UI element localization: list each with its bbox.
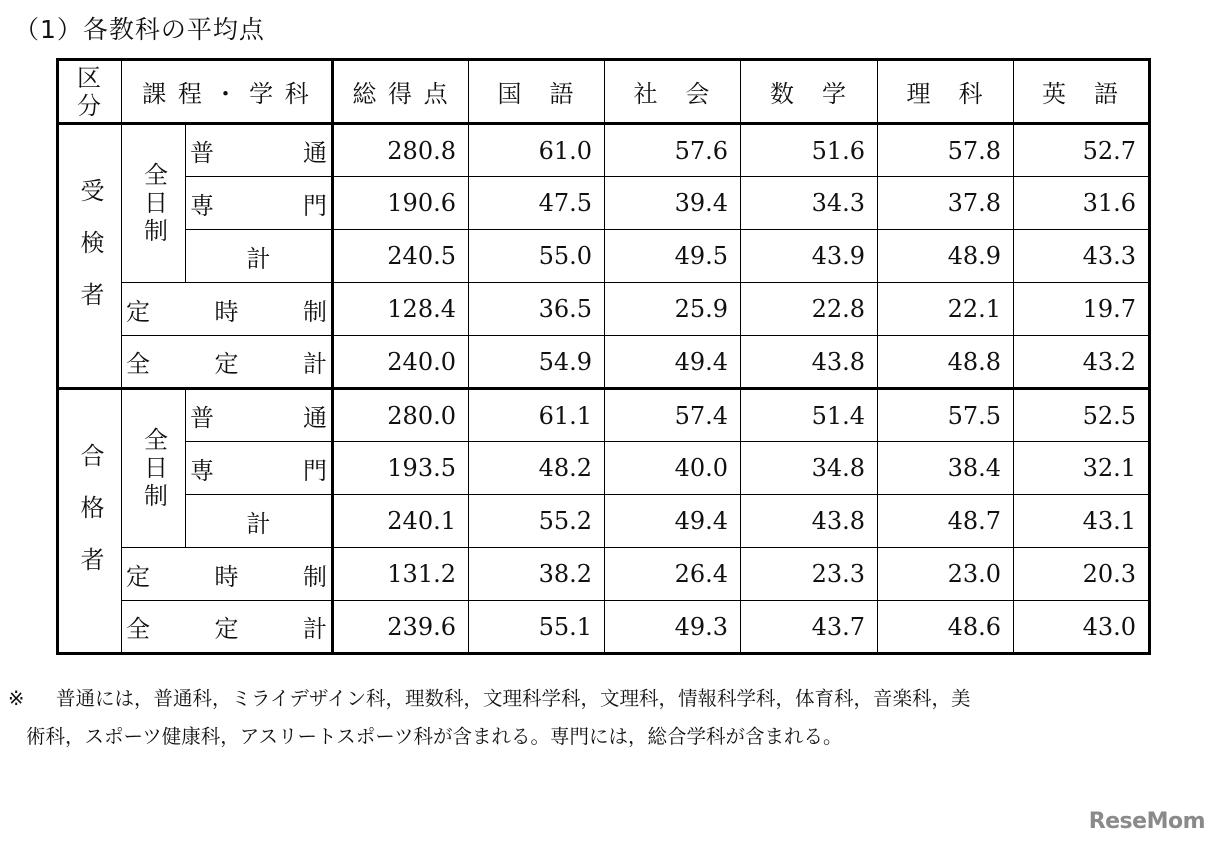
cell-text: 定: [126, 562, 150, 591]
header-science: 理 科: [878, 60, 1014, 124]
score-total: 240.5: [333, 230, 469, 283]
page-heading: （1）各教科の平均点: [14, 15, 265, 44]
score-social: 57.4: [605, 389, 741, 442]
score-math: 43.7: [741, 601, 878, 654]
table-row: [58, 177, 1150, 230]
score-math: 23.3: [741, 548, 878, 601]
score-english: 32.1: [1014, 442, 1150, 495]
label-teiji: [122, 283, 333, 336]
score-total: 280.8: [333, 124, 469, 177]
score-japanese: 38.2: [469, 548, 605, 601]
cell-text: 門: [303, 456, 327, 485]
score-japanese: 48.2: [469, 442, 605, 495]
resemom-logo: ReseMom: [1088, 809, 1205, 834]
cell-text: 普: [190, 139, 214, 167]
cell-text: 制: [303, 297, 327, 326]
score-social: 49.4: [605, 495, 741, 548]
table-row: [58, 336, 1150, 389]
score-total: 239.6: [333, 601, 469, 654]
zennichi-label: [122, 389, 186, 548]
label-kei: [186, 230, 333, 283]
cell-text: 合格者: [76, 443, 104, 599]
header-social: 社 会: [605, 60, 741, 124]
cell-text: 計: [246, 244, 271, 273]
table-row: [58, 601, 1150, 654]
label-zentei: [122, 601, 333, 654]
score-japanese: 61.1: [469, 389, 605, 442]
score-science: 48.9: [878, 230, 1014, 283]
footnote: [8, 680, 1213, 756]
header-math: 数 学: [741, 60, 878, 124]
cell-text: 計: [303, 615, 327, 643]
score-japanese: 47.5: [469, 177, 605, 230]
note-mark: ※: [8, 687, 25, 710]
score-social: 26.4: [605, 548, 741, 601]
score-japanese: 55.1: [469, 601, 605, 654]
score-english: 43.3: [1014, 230, 1150, 283]
score-math: 22.8: [741, 283, 878, 336]
cell-text: 計: [246, 509, 271, 538]
score-english: 31.6: [1014, 177, 1150, 230]
score-science: 57.8: [878, 124, 1014, 177]
score-science: 37.8: [878, 177, 1014, 230]
cell-text: 定: [214, 350, 239, 378]
cell-text: 時: [214, 297, 239, 326]
score-social: 25.9: [605, 283, 741, 336]
score-social: 49.3: [605, 601, 741, 654]
score-english: 43.0: [1014, 601, 1150, 654]
score-social: 49.4: [605, 336, 741, 389]
score-science: 48.7: [878, 495, 1014, 548]
header-row: [58, 60, 1150, 124]
score-math: 43.8: [741, 336, 878, 389]
score-science: 57.5: [878, 389, 1014, 442]
cell-text: 制: [303, 562, 327, 591]
label-futsu: [186, 389, 333, 442]
score-science: 48.6: [878, 601, 1014, 654]
score-math: 43.9: [741, 230, 878, 283]
cell-text: 定: [214, 615, 239, 643]
table-row: [58, 442, 1150, 495]
header-english: 英 語: [1014, 60, 1150, 124]
score-math: 34.8: [741, 442, 878, 495]
score-english: 43.2: [1014, 336, 1150, 389]
header-course: 課 程 ・ 学 科: [122, 60, 333, 124]
score-science: 38.4: [878, 442, 1014, 495]
table-row: [58, 495, 1150, 548]
label-senmon: [186, 442, 333, 495]
header-total: 総 得 点: [333, 60, 469, 124]
cell-text: 門: [303, 191, 327, 220]
score-english: 19.7: [1014, 283, 1150, 336]
zennichi-label: [122, 124, 186, 283]
cell-text: 通: [303, 404, 327, 432]
score-science: 48.8: [878, 336, 1014, 389]
score-science: 22.1: [878, 283, 1014, 336]
score-english: 52.5: [1014, 389, 1150, 442]
header-kubun: [58, 60, 122, 124]
header-kubun-1: 区: [77, 63, 103, 92]
score-english: 20.3: [1014, 548, 1150, 601]
group-label: [58, 389, 122, 654]
score-japanese: 55.0: [469, 230, 605, 283]
cell-text: 専: [190, 191, 214, 220]
header-japanese: 国 語: [469, 60, 605, 124]
average-scores-table: [56, 58, 1151, 655]
score-math: 34.3: [741, 177, 878, 230]
cell-text: 全: [126, 615, 150, 643]
score-total: 131.2: [333, 548, 469, 601]
header-kubun-2: 分: [77, 91, 103, 120]
score-total: 280.0: [333, 389, 469, 442]
score-english: 52.7: [1014, 124, 1150, 177]
score-total: 128.4: [333, 283, 469, 336]
label-teiji: [122, 548, 333, 601]
score-japanese: 54.9: [469, 336, 605, 389]
cell-text: 普: [190, 404, 214, 432]
table-row: [58, 230, 1150, 283]
note-line-2: 術科，スポーツ健康科，アスリートスポーツ科が含まれる。専門には，総合学科が含まれる。: [26, 725, 843, 748]
cell-text: 全: [126, 350, 150, 378]
group-label: [58, 124, 122, 389]
score-social: 39.4: [605, 177, 741, 230]
table-row: [58, 283, 1150, 336]
cell-text: 全日制: [139, 426, 168, 511]
score-english: 43.1: [1014, 495, 1150, 548]
cell-text: 時: [214, 562, 239, 591]
cell-text: 受検者: [76, 178, 104, 334]
table-row: [58, 389, 1150, 442]
score-social: 40.0: [605, 442, 741, 495]
score-math: 51.4: [741, 389, 878, 442]
table-row: [58, 124, 1150, 177]
label-zentei: [122, 336, 333, 389]
cell-text: 計: [303, 350, 327, 378]
score-japanese: 61.0: [469, 124, 605, 177]
score-japanese: 36.5: [469, 283, 605, 336]
cell-text: 専: [190, 456, 214, 485]
score-math: 51.6: [741, 124, 878, 177]
score-total: 193.5: [333, 442, 469, 495]
score-social: 49.5: [605, 230, 741, 283]
score-total: 190.6: [333, 177, 469, 230]
score-total: 240.1: [333, 495, 469, 548]
table-row: [58, 548, 1150, 601]
label-futsu: [186, 124, 333, 177]
score-math: 43.8: [741, 495, 878, 548]
score-science: 23.0: [878, 548, 1014, 601]
score-total: 240.0: [333, 336, 469, 389]
note-line-1: 普通には，普通科，ミライデザイン科，理数科，文理科学科，文理科，情報科学科，体育科，音楽科，美: [56, 687, 971, 710]
cell-text: 定: [126, 297, 150, 326]
score-social: 57.6: [605, 124, 741, 177]
score-japanese: 55.2: [469, 495, 605, 548]
cell-text: 全日制: [139, 161, 168, 246]
label-senmon: [186, 177, 333, 230]
cell-text: 通: [303, 139, 327, 167]
label-kei: [186, 495, 333, 548]
